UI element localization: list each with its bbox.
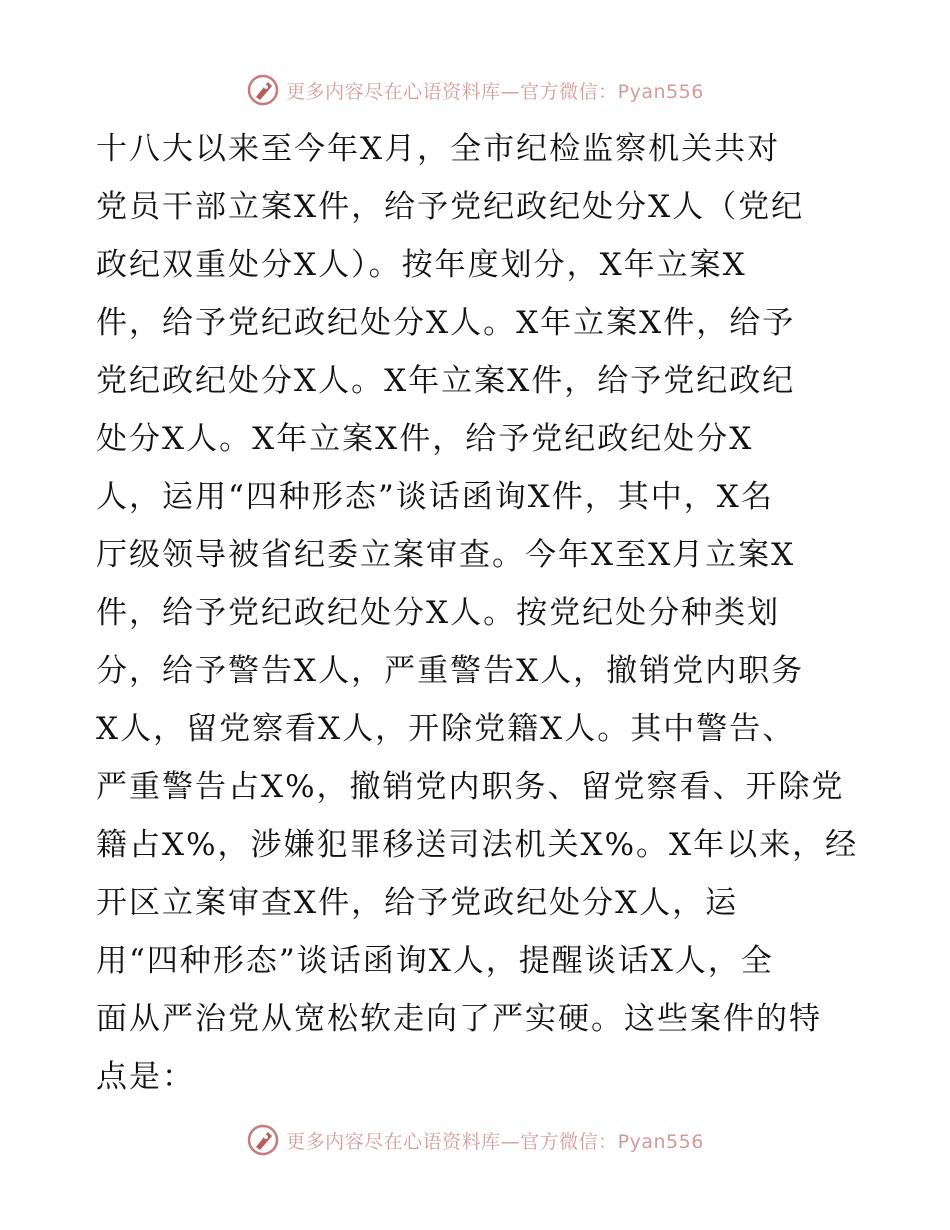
- body-line: 十八大以来至今年X月，全市纪检监察机关共对: [96, 131, 781, 167]
- body-line: 党员干部立案X件，给予党纪政纪处分X人（党纪: [96, 189, 805, 225]
- body-line: 处分X人。X年立案X件，给予党纪政纪处分X: [96, 421, 754, 457]
- body-line: 厅级领导被省纪委立案审查。今年X至X月立案X: [96, 537, 796, 573]
- body-line: 件，给予党纪政纪处分X人。X年立案X件，给予: [96, 305, 796, 341]
- pen-nib-circle-icon: [246, 1123, 280, 1157]
- body-line: 用“四种形态”谈话函询X人，提醒谈话X人，全: [96, 943, 774, 979]
- body-line: 籍占X%，涉嫌犯罪移送司法机关X%。X年以来，经: [96, 827, 859, 863]
- watermark-text: 更多内容尽在心语资料库—官方微信：Pyan556: [286, 1130, 704, 1153]
- body-line: 点是：: [96, 1059, 195, 1095]
- document-body: [96, 120, 866, 1106]
- body-line: 人，运用“四种形态”谈话函询X件，其中，X名: [96, 479, 774, 515]
- body-line: 开区立案审查X件，给予党政纪处分X人，运: [96, 885, 739, 921]
- body-line: 严重警告占X%，撤销党内职务、留党察看、开除党: [96, 769, 845, 805]
- body-line: 件，给予党纪政纪处分X人。按党纪处分种类划: [96, 595, 781, 631]
- header-watermark: [0, 70, 950, 110]
- body-line: X人，留党察看X人，开除党籍X人。其中警告、: [96, 711, 796, 747]
- body-line: 分，给予警告X人，严重警告X人，撤销党内职务: [96, 653, 805, 689]
- body-line: 党纪政纪处分X人。X年立案X件，给予党纪政纪: [96, 363, 796, 399]
- body-line: 政纪双重处分X人）。按年度划分，X年立案X: [96, 247, 747, 283]
- pen-nib-circle-icon: [246, 73, 280, 107]
- body-line: 面从严治党从宽松软走向了严实硬。这些案件的特: [96, 1001, 822, 1037]
- footer-watermark: [0, 1120, 950, 1160]
- watermark-text: 更多内容尽在心语资料库—官方微信：Pyan556: [286, 80, 704, 103]
